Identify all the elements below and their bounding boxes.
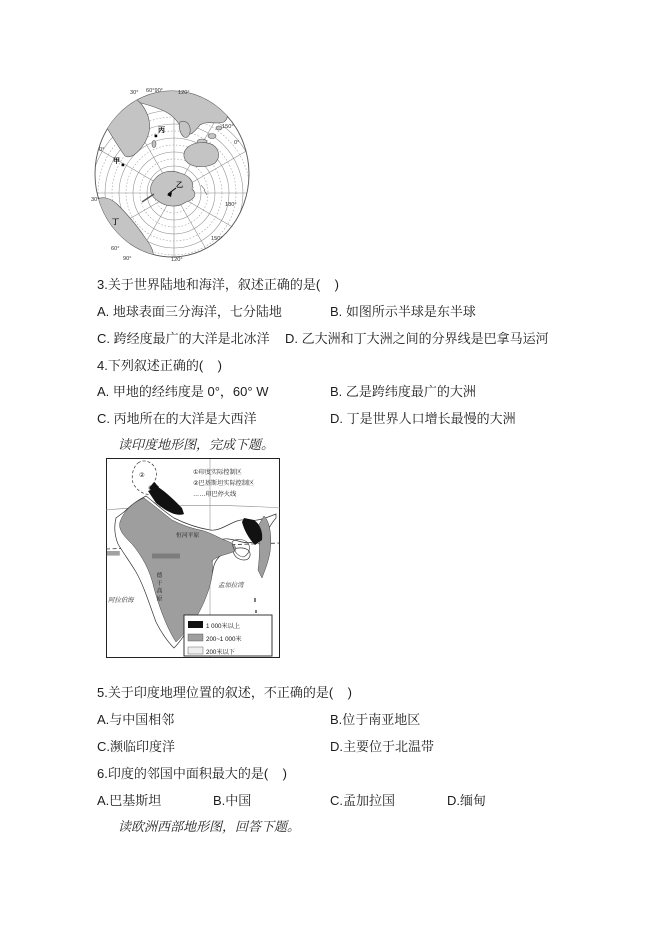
label-150-right: 150°	[222, 124, 234, 130]
question-3-option-b: B. 如图所示半球是东半球	[330, 304, 476, 319]
marker-jia: 甲	[113, 158, 120, 165]
question-3-option-c: C. 跨经度最广的大洋是北冰洋	[97, 331, 270, 346]
arabian-sea-label: 阿拉伯海	[108, 597, 134, 604]
label-0-right: 0°	[234, 140, 240, 146]
peninsula-india	[179, 121, 190, 137]
label-30-top: 30°	[130, 90, 139, 96]
legend-ceasefire-line: ……印巴停火线	[193, 491, 237, 498]
marker-yi: 乙	[176, 182, 183, 189]
instruction-read-india-map: 读印度地形图，完成下题。	[118, 437, 275, 452]
question-6-stem: 6.印度的邻国中面积最大的是( )	[97, 766, 287, 781]
marker-bing: 丙	[158, 127, 165, 134]
elevation-legend	[184, 615, 272, 656]
india-map-figure	[106, 458, 280, 658]
deccan-plateau-label: 德干高原	[155, 572, 161, 604]
ganges-plain-label: 恒河平原	[176, 533, 200, 539]
label-120-bottom: 120°	[171, 257, 183, 263]
question-4-option-b: B. 乙是跨纬度最广的大洲	[330, 384, 476, 399]
question-6-option-a: A.巴基斯坦	[97, 793, 162, 808]
question-4-option-c: C. 丙地所在的大洋是大西洋	[97, 411, 257, 426]
continent-south-america	[93, 198, 153, 262]
swatch-200-1000	[188, 634, 203, 641]
question-4-option-d: D. 丁是世界人口增长最慢的大洲	[330, 411, 516, 426]
question-6-option-c: C.孟加拉国	[330, 793, 396, 808]
label-120-top: 120°	[178, 90, 190, 96]
question-4-option-a: A. 甲地的经纬度是 0°，60° W	[97, 384, 269, 399]
kashmir-mark-1: ①	[148, 485, 154, 492]
question-5-option-a: A.与中国相邻	[97, 712, 175, 727]
question-3-option-d: D. 乙大洲和丁大洲之间的分界线是巴拿马运河	[285, 331, 549, 346]
continent-australia	[184, 143, 219, 167]
swatch-below-200	[188, 647, 203, 654]
island-new-zealand	[201, 185, 207, 195]
legend-pakistan-controlled: ②巴基斯坦实际控制区	[193, 480, 255, 487]
swatch-above-1000	[188, 621, 203, 628]
instruction-read-europe-map: 读欧洲西部地形图，回答下题。	[118, 819, 301, 834]
question-6-option-d: D.缅甸	[447, 793, 487, 808]
question-3-stem: 3.关于世界陆地和海洋，叙述正确的是( )	[97, 277, 339, 292]
question-5-option-d: D.主要位于北温带	[330, 739, 435, 754]
marker-ding: 丁	[112, 219, 119, 226]
kashmir-mark-2: ②	[139, 472, 145, 479]
question-3-option-a: A. 地球表面三分海洋，七分陆地	[97, 304, 282, 319]
elevation-below-200-label: 200米以下	[206, 649, 235, 656]
marker-bing-dot	[155, 135, 158, 138]
label-30-left: 30°	[91, 197, 100, 203]
legend-india-controlled: ①印度实际控制区	[193, 469, 242, 476]
small-label-smudge-west	[107, 551, 120, 556]
continent-africa	[101, 95, 149, 157]
label-90-bottom: 90°	[123, 256, 132, 262]
label-180-right: 180°	[225, 202, 237, 208]
question-4-stem: 4.下列叙述正确的( )	[97, 358, 222, 373]
label-150-bottom-right: 150°	[211, 236, 223, 242]
elevation-200-1000-label: 200~1 000米	[206, 636, 242, 643]
continent-antarctica	[151, 171, 195, 206]
elevation-above-1000-label: 1 000米以上	[206, 623, 241, 630]
bay-of-bengal-label: 孟加拉湾	[218, 582, 244, 589]
marker-jia-dot	[122, 164, 125, 167]
island-madagascar	[152, 141, 156, 148]
question-5-option-b: B.位于南亚地区	[330, 712, 421, 727]
label-60-bottom-left: 60°	[111, 246, 120, 252]
question-6-option-b: B.中国	[213, 793, 252, 808]
polar-map-figure	[88, 84, 254, 262]
island-japan	[225, 107, 230, 110]
label-60-90-top: 60°90°	[146, 88, 163, 94]
question-5-stem: 5.关于印度地理位置的叙述，不正确的是( )	[97, 685, 352, 700]
island-se-asia-2	[208, 134, 216, 139]
label-0-left: 0°	[99, 147, 105, 153]
question-5-option-c: C.濒临印度洋	[97, 739, 176, 754]
small-label-smudge-river	[152, 554, 180, 559]
